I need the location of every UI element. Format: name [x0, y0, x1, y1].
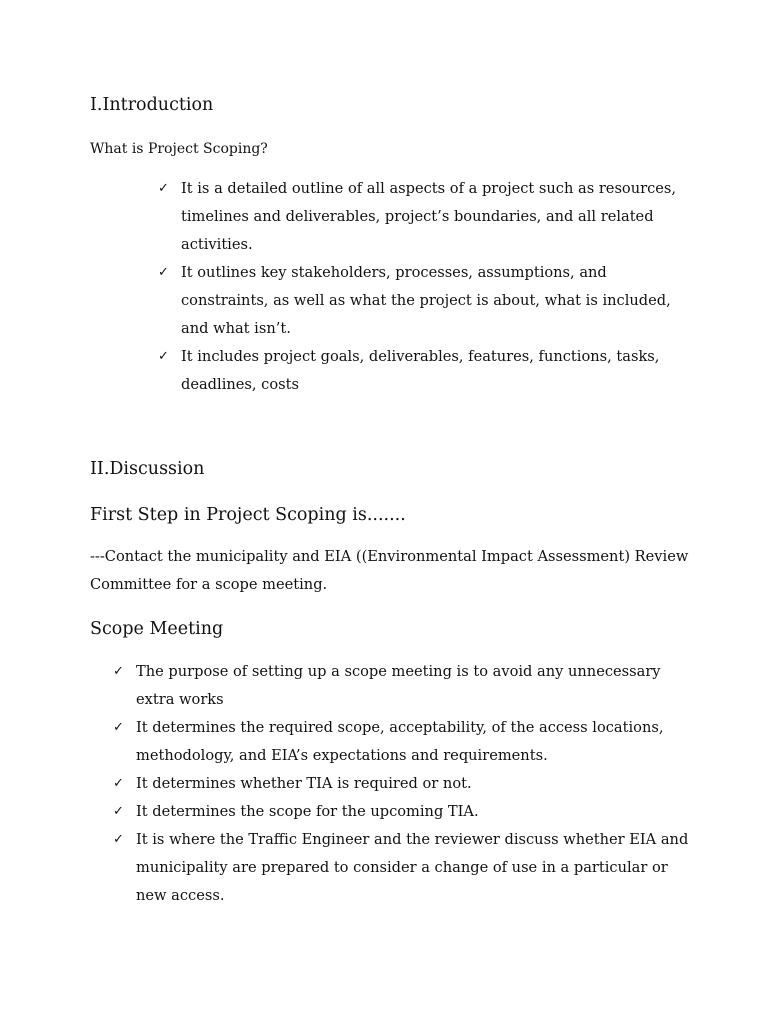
list-item [113, 714, 691, 770]
checkmark-icon: ✓ [113, 720, 124, 735]
list-item-text: It determines whether TIA is required or not. [136, 775, 472, 792]
list-item-text: It is where the Traffic Engineer and the reviewer discuss whether EIA and municipality are prepared to consider a change of use in a particular or new access. [136, 831, 689, 904]
checkmark-icon: ✓ [113, 832, 124, 847]
list-item [113, 798, 691, 826]
checkmark-icon: ✓ [158, 181, 169, 196]
checkmark-icon: ✓ [158, 349, 169, 364]
list-item-text: It determines the scope for the upcoming TIA. [136, 803, 479, 820]
first-step-heading: First Step in Project Scoping is....... [90, 505, 406, 525]
first-step-text: ---Contact the municipality and EIA ((Environmental Impact Assessment) Review Committee for a scope meeting. [90, 548, 689, 593]
scope-meeting-heading: Scope Meeting [90, 619, 224, 639]
list-item-text: The purpose of setting up a scope meeting is to avoid any unnecessary extra works [136, 663, 661, 708]
introduction-bullet-list [158, 175, 686, 399]
list-item [113, 770, 691, 798]
scope-meeting-bullet-list [113, 658, 691, 910]
list-item [158, 175, 686, 259]
list-item-text: It is a detailed outline of all aspects of a project such as resources, timelines and deliverables, project’s boundaries, and all related activities. [181, 180, 677, 253]
checkmark-icon: ✓ [113, 664, 124, 679]
checkmark-icon: ✓ [113, 776, 124, 791]
discussion-heading: II.Discussion [90, 459, 205, 479]
list-item [113, 826, 691, 910]
list-item-text: It determines the required scope, acceptability, of the access locations, methodology, and EIA’s expectations and requirements. [136, 719, 664, 764]
list-item [158, 343, 686, 399]
list-item-text: It outlines key stakeholders, processes, assumptions, and constraints, as well as what the project is about, what is included, and what isn’t. [181, 264, 671, 337]
list-item [113, 658, 691, 714]
introduction-heading: I.Introduction [90, 95, 214, 115]
checkmark-icon: ✓ [158, 265, 169, 280]
list-item-text: It includes project goals, deliverables, features, functions, tasks, deadlines, costs [181, 348, 660, 393]
project-scoping-question: What is Project Scoping? [90, 141, 268, 157]
list-item [158, 259, 686, 343]
checkmark-icon: ✓ [113, 804, 124, 819]
